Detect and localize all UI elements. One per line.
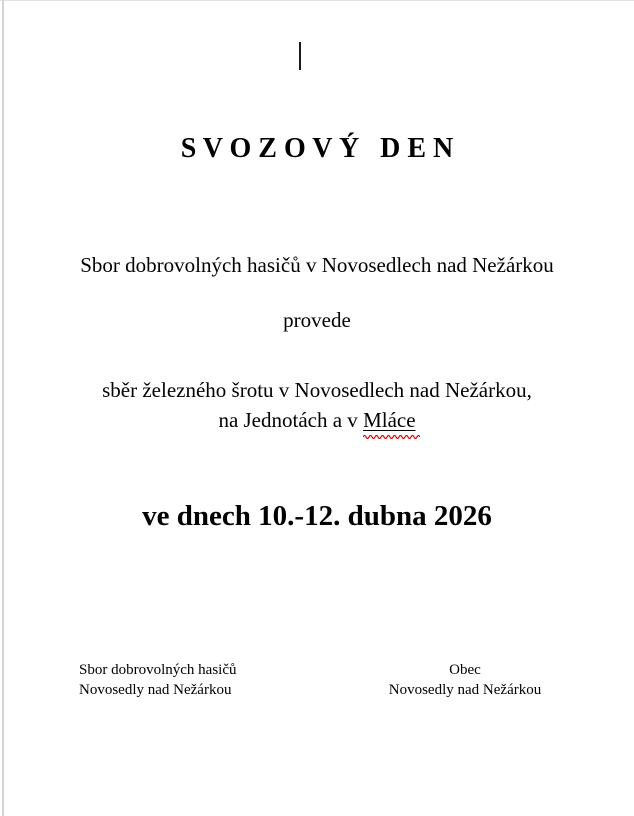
signature-right-line2: Novosedly nad Nežárkou — [388, 682, 542, 698]
document-title: S V O Z O V Ý D E N — [180, 133, 454, 164]
signature-left-line1: Sbor dobrovolných hasičů — [79, 662, 237, 678]
event-line: sběr železného šrotu v Novosedlech nad Nežárkou, — [102, 378, 532, 402]
spellcheck-squiggle-icon — [363, 434, 420, 439]
signature-block-right — [387, 660, 543, 700]
organizer-line: Sbor dobrovolných hasičů v Novosedlech nad Nežárkou — [80, 253, 554, 277]
event-date-line: ve dnech 10.-12. dubna 2026 — [142, 500, 492, 532]
signature-block-left — [79, 660, 236, 700]
signature-left-line2: Novosedly nad Nežárkou — [79, 682, 232, 698]
action-line: provede — [283, 308, 351, 332]
misspelled-word — [363, 408, 415, 432]
page-top-edge — [0, 0, 634, 1]
event-paragraph — [0, 375, 634, 435]
misspelled-word-text: Mláce — [363, 408, 416, 432]
places-line-prefix: na Jednotách a v — [218, 408, 364, 432]
signature-right-line1: Obec — [449, 662, 481, 678]
text-cursor-caret — [299, 42, 301, 70]
